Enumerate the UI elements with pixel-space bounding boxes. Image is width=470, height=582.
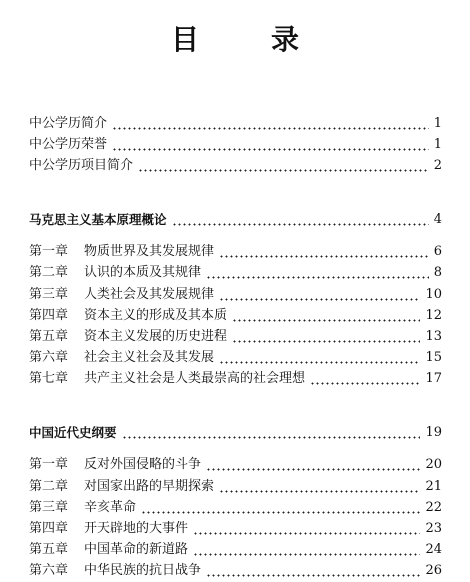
chapter-title: 认识的本质及其规律 [84,265,202,280]
toc-chapter[interactable] [29,540,442,560]
chapter-number: 第四章 [29,521,69,536]
leader-dots [112,135,429,155]
toc-page-number: 20 [425,457,442,472]
leader-dots [112,114,429,134]
toc-page-number: 2 [433,158,442,173]
chapter-number: 第七章 [29,371,69,386]
toc-page-number: 10 [425,287,442,302]
toc-chapter[interactable] [29,285,442,305]
chapter-title: 反对外国侵略的斗争 [84,457,202,472]
chapter-number: 第五章 [29,329,69,344]
toc-entry-honors[interactable] [29,135,442,155]
chapter-title: 资本主义发展的历史进程 [84,329,228,344]
leader-dots [122,423,421,443]
toc-entry-projects[interactable] [29,156,442,176]
chapter-title: 辛亥革命 [84,500,137,515]
chapter-number: 第二章 [29,479,69,494]
toc-page-number: 12 [425,308,442,323]
toc-chapter[interactable] [29,477,442,497]
chapter-number: 第一章 [29,244,69,259]
toc-page-number: 15 [425,350,442,365]
chapter-number: 第三章 [29,500,69,515]
chapter-title: 人类社会及其发展规律 [84,287,215,302]
leader-dots [206,455,420,475]
chapter-title: 物质世界及其发展规律 [84,244,215,259]
chapter-number: 第五章 [29,542,69,557]
toc-page-number: 23 [425,521,442,536]
toc-entry-title: 中公学历荣誉 [29,137,108,152]
toc-page-number: 13 [425,329,442,344]
leader-dots [172,210,429,230]
chapter-title: 社会主义社会及其发展 [84,350,215,365]
toc-page-number: 21 [425,479,442,494]
toc-chapter[interactable] [29,455,442,475]
toc-page-number: 24 [425,542,442,557]
toc-page-number: 4 [433,212,442,227]
chapter-number: 第三章 [29,287,69,302]
toc-page-number: 26 [425,563,442,578]
toc-section-modern-history[interactable] [29,423,442,443]
leader-dots [141,498,420,518]
chapter-number: 第六章 [29,563,69,578]
chapter-number: 第二章 [29,265,69,280]
leader-dots [219,285,420,305]
leader-dots [219,348,420,368]
leader-dots [310,369,420,389]
leader-dots [193,519,420,539]
leader-dots [219,242,429,262]
toc-page-number: 1 [433,137,442,152]
chapter-title: 中国革命的新道路 [84,542,189,557]
leader-dots [193,540,420,560]
toc-entry-intro[interactable] [29,114,442,134]
toc-section-title: 中国近代史纲要 [29,425,117,440]
chapter-title: 对国家出路的早期探索 [84,479,215,494]
chapter-title: 中华民族的抗日战争 [84,563,202,578]
toc-entry-title: 中公学历简介 [29,116,108,131]
leader-dots [206,263,429,283]
chapter-number: 第四章 [29,308,69,323]
toc-page-number: 19 [425,425,442,440]
toc-page-number: 17 [425,371,442,386]
toc-section-marxism[interactable] [29,210,442,230]
toc-page-number: 22 [425,500,442,515]
chapter-number: 第六章 [29,350,69,365]
toc-page-number: 1 [433,116,442,131]
toc-chapter[interactable] [29,263,442,283]
leader-dots [138,156,429,176]
chapter-title: 共产主义社会是人类最崇高的社会理想 [84,371,306,386]
leader-dots [232,327,420,347]
leader-dots [206,561,420,581]
chapter-title: 资本主义的形成及其本质 [84,308,228,323]
leader-dots [219,477,420,497]
toc-section-title: 马克思主义基本原理概论 [29,212,167,227]
toc-chapter[interactable] [29,327,442,347]
toc-chapter[interactable] [29,306,442,326]
page-title: 目 录 [170,23,321,56]
chapter-number: 第一章 [29,457,69,472]
toc-chapter[interactable] [29,369,442,389]
toc-chapter[interactable] [29,498,442,518]
toc-page-number: 6 [433,244,442,259]
toc-chapter[interactable] [29,242,442,262]
toc-entry-title: 中公学历项目简介 [29,158,134,173]
toc-chapter[interactable] [29,561,442,581]
leader-dots [232,306,420,326]
chapter-title: 开天辟地的大事件 [84,521,189,536]
toc-chapter[interactable] [29,519,442,539]
toc-chapter[interactable] [29,348,442,368]
toc-page-number: 8 [433,265,442,280]
